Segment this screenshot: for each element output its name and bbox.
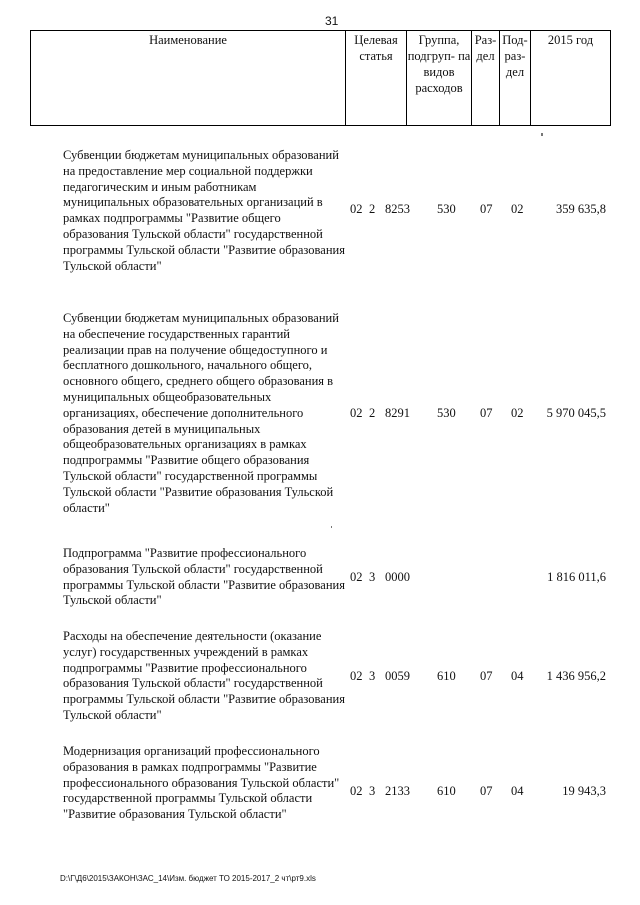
table-row (0, 546, 640, 610)
file-path-footer: D:\Г\Д6\2015\ЗАКОН\ЗАС_14\Изм. бюджет ТО 2015-2017_2 чт\рт9.xls (60, 874, 316, 883)
row-direction: 8253 (385, 202, 410, 216)
row-program: 02 (350, 669, 363, 683)
row-subprogram: 2 (369, 202, 376, 216)
table-row (0, 311, 640, 521)
row-section: 07 (480, 669, 493, 683)
row-group: 610 (437, 784, 456, 798)
scan-speck (331, 526, 332, 528)
row-name: Модернизация организаций профессионального образования в рамках подпрограммы "Развитие профессионального образования Тульской области" государственной программы Тульской области "Развитие образования Тульской области" (63, 744, 340, 822)
row-direction: 2133 (385, 784, 410, 798)
row-name: Субвенции бюджетам муниципальных образований на обеспечение государственных гарантий реализации прав на получение общедоступного и бесплатного дошкольного, начального общего, основного общего, среднего общего образования в муниципальных общеобразовательных организациях, обеспечение дополнительного образования детей в муниципальных общеобразовательных организациях в рамках подпрограммы "Развитие общего образования Тульской области" государственной программы Тульской области "Развитие образования Тульской области" (63, 311, 339, 515)
row-program: 02 (350, 784, 363, 798)
row-subprogram: 3 (369, 570, 376, 584)
header-name: Наименование (30, 30, 346, 126)
row-name: Подпрограмма "Развитие профессионального образования Тульской области" государственной программы Тульской области "Развитие образования Тульской области" (63, 546, 345, 608)
header-subsection: Под- раз- дел (499, 30, 531, 126)
row-amount: 1 436 956,2 (546, 669, 606, 683)
row-subsection: 04 (511, 784, 524, 798)
row-program: 02 (350, 202, 363, 216)
row-amount: 359 635,8 (556, 202, 606, 216)
row-subsection: 02 (511, 202, 524, 216)
row-amount: 19 943,3 (562, 784, 606, 798)
row-subsection: 02 (511, 406, 524, 420)
header-section: Раз- дел (471, 30, 500, 126)
row-direction: 8291 (385, 406, 410, 420)
row-amount: 5 970 045,5 (546, 406, 606, 420)
header-expense-group: Группа, подгруп- па видов расходов (406, 30, 472, 126)
table-row (0, 148, 640, 276)
table-row (0, 744, 640, 840)
row-group: 610 (437, 669, 456, 683)
row-section: 07 (480, 784, 493, 798)
table-row (0, 629, 640, 722)
row-group: 530 (437, 406, 456, 420)
row-group: 530 (437, 202, 456, 216)
row-subsection: 04 (511, 669, 524, 683)
row-name: Расходы на обеспечение деятельности (оказание услуг) государственных учреждений в рамках подпрограммы "Развитие профессионального образования Тульской области" государственной программы Тульской области "Развитие образования Тульской области" (63, 629, 345, 722)
scan-speck (541, 133, 543, 136)
page-number: 31 (325, 14, 339, 28)
row-subprogram: 3 (369, 784, 376, 798)
row-subprogram: 3 (369, 669, 376, 683)
row-name: Субвенции бюджетам муниципальных образований на предоставление мер социальной поддержки педагогическим и иным работникам муниципальных образовательных организаций в рамках подпрограммы "Развитие общего образования Тульской области" государственной программы Тульской области "Развитие образования Тульской области" (63, 148, 345, 273)
row-direction: 0059 (385, 669, 410, 683)
header-year: 2015 год (530, 30, 611, 126)
row-subprogram: 2 (369, 406, 376, 420)
row-program: 02 (350, 570, 363, 584)
header-target-article: Целевая статья (345, 30, 407, 126)
row-amount: 1 816 011,6 (547, 570, 606, 584)
row-program: 02 (350, 406, 363, 420)
row-section: 07 (480, 406, 493, 420)
row-section: 07 (480, 202, 493, 216)
row-direction: 0000 (385, 570, 410, 584)
